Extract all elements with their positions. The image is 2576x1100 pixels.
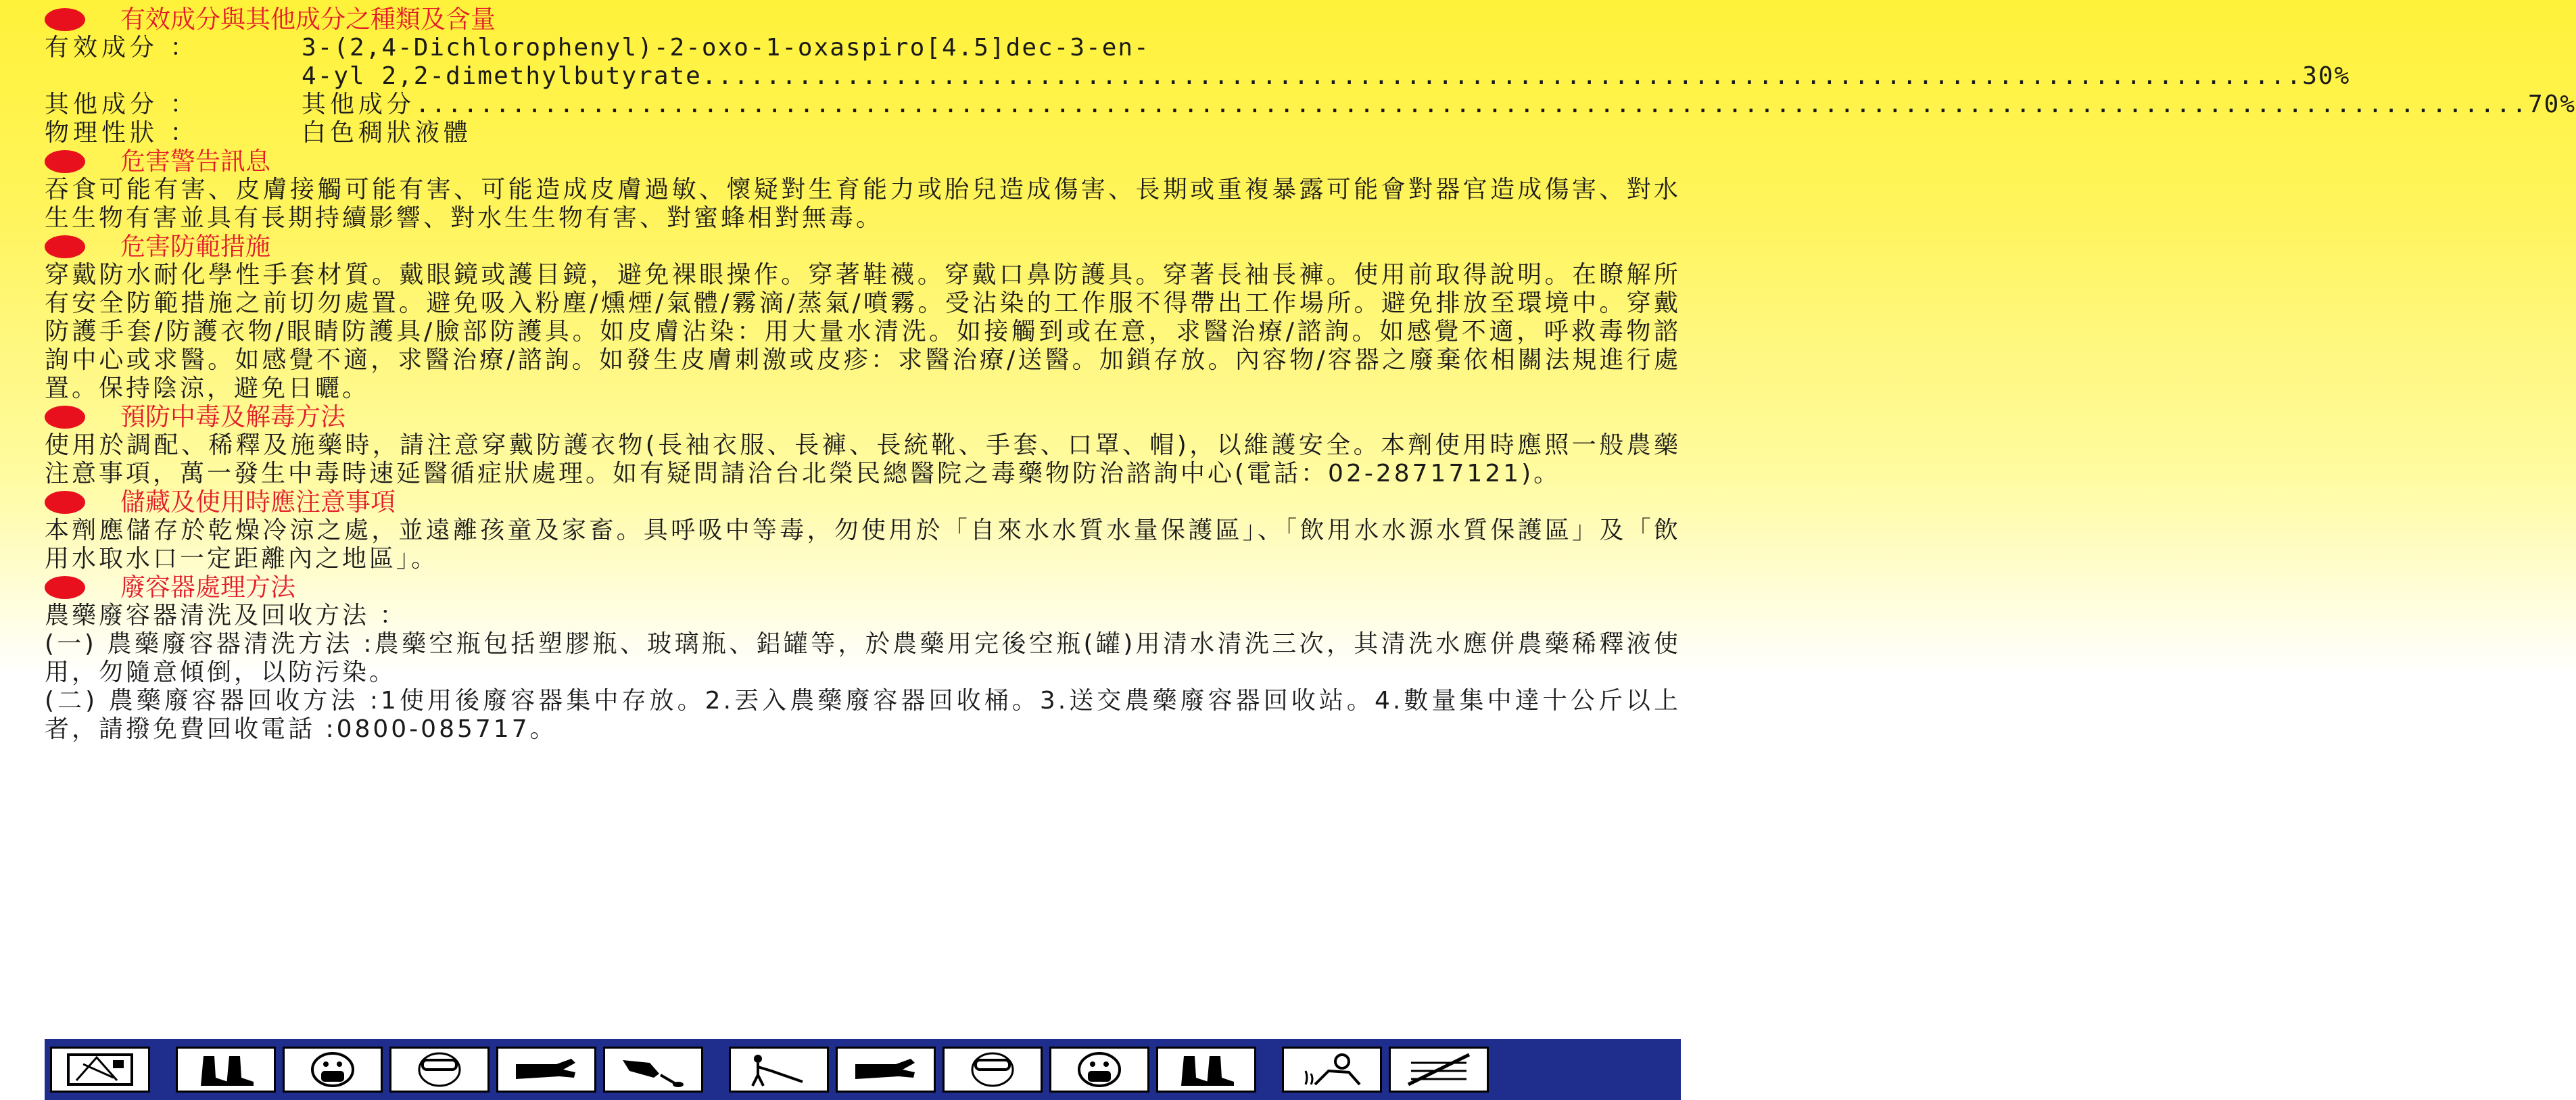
disposal-intro: 農藥廢容器清洗及回收方法 ： [45, 602, 407, 629]
precautions-text: 穿戴防水耐化學性手套材質。戴眼鏡或護目鏡，避免裸眼操作。穿著鞋襪。穿戴口鼻防護具。穿著長袖長褲。使用前取得說明。在瞭解所有安全防範措施之前切勿處置。避免吸入粉塵/燻煙/氣體/霧滴/蒸氣/噴霧。受沾染的工作服不得帶出工作場所。避免排放至環境中。穿戴防護手套/防護衣物/眼睛防護具/臉部防護具。如皮膚沾染：用大量水清洗。如接觸到或在意，求醫治療/諮詢。如感覺不適，呼救毒物諮詢中心或求醫。如感覺不適，求醫治療/諮詢。如發生皮膚刺激或皮疹：求醫治療/送醫。加鎖存放。內容物/容器之廢棄依相關法規進行處置。保持陰涼，避免日曬。 [45, 261, 1681, 402]
physical-state-row: 物理性狀 ： 白色稠狀液體 [45, 119, 473, 147]
other-ingredient-percent: 70% [2527, 91, 2576, 118]
gloves-icon [836, 1047, 936, 1093]
mask-icon [1049, 1047, 1149, 1093]
physical-state-value: 白色稠狀液體 [302, 119, 473, 147]
fish-hazard-icon [1389, 1047, 1489, 1093]
poison-prevention-text: 使用於調配、稀釋及施藥時，請注意穿戴防護衣物(長袖衣服、長褲、長統靴、手套、口罩、帽)，以維護安全。本劑使用時應照一般農藥注意事項，萬一發生中毒時速延醫循症狀處理。如有疑問請洽台北榮民總醫院之毒藥物防治諮詢中心(電話：02-28717121)。 [45, 431, 1681, 487]
other-ingredient-name: 其他成分 [302, 91, 416, 118]
dot-leader: .................................................................................................................................... [415, 91, 2528, 118]
boots-icon [176, 1047, 276, 1093]
disposal-cleaning-method: (一) 農藥廢容器清洗方法 :農藥空瓶包括塑膠瓶、玻璃瓶、鋁罐等，於農藥用完後空瓶(罐)用清水清洗三次，其清洗水應併農藥稀釋液使用，勿隨意傾倒，以防污染。 [45, 630, 1681, 686]
section-heading-ingredients: 有效成分與其他成分之種類及含量 [45, 5, 1681, 34]
mixing-hand-icon [603, 1047, 703, 1093]
section-heading-precautions: 危害防範措施 [45, 233, 1681, 261]
goggles-icon [943, 1047, 1043, 1093]
red-bullet-icon [45, 150, 85, 173]
disposal-recycling-method: (二) 農藥廢容器回收方法 :1使用後廢容器集中存放。2.丟入農藥廢容器回收桶。3.送交農藥廢容器回收站。4.數量集中達十公斤以上者，請撥免費回收電話 :0800-085717。 [45, 687, 1681, 743]
wash-icon [1282, 1047, 1382, 1093]
red-bullet-icon [45, 491, 85, 514]
section-heading-storage: 儲藏及使用時應注意事項 [45, 488, 1681, 517]
gloves-icon [496, 1047, 596, 1093]
red-bullet-icon [45, 8, 85, 31]
storage-text: 本劑應儲存於乾燥冷涼之處，並遠離孩童及家畜。具呼吸中等毒，勿使用於「自來水水質水量保護區」、「飲用水水源水質保護區」及「飲用水取水口一定距離內之地區」。 [45, 517, 1681, 573]
hazard-warning-text: 吞食可能有害、皮膚接觸可能有害、可能造成皮膚過敏、懷疑對生育能力或胎兒造成傷害、長期或重複暴露可能會對器官造成傷害、對水生生物有害並具有長期持續影響、對水生生物有害、對蜜蜂相對無毒。 [45, 176, 1681, 232]
active-ingredient-name-cont: 4-yl 2,2-dimethylbutyrate [302, 62, 702, 90]
red-bullet-icon [45, 406, 85, 429]
mask-icon [283, 1047, 383, 1093]
active-ingredient-percent: 30% [2302, 62, 2351, 90]
section-heading-hazard-warning: 危害警告訊息 [45, 147, 1681, 176]
section-heading-disposal: 廢容器處理方法 [45, 573, 1681, 602]
section-heading-poison-prevention: 預防中毒及解毒方法 [45, 403, 1681, 431]
pictogram-bar [45, 1039, 1681, 1100]
spraying-person-icon [729, 1047, 829, 1093]
active-ingredient-row-2 [45, 62, 2351, 91]
red-bullet-icon [45, 576, 85, 599]
goggles-icon [389, 1047, 490, 1093]
locked-storage-icon [50, 1047, 150, 1093]
pesticide-label [45, 5, 2576, 744]
other-ingredient-row: 其他成分 ： 其他成分 .................................................................................................................................... 70% [45, 91, 2576, 118]
dot-leader: .................................................................................................... [701, 62, 2303, 90]
boots-icon [1156, 1047, 1256, 1093]
red-bullet-icon [45, 235, 85, 258]
active-ingredient-row: 有效成分 ： 3-(2,4-Dichlorophenyl)-2-oxo-1-oxaspiro[4.5]dec-3-en- [45, 34, 1150, 62]
active-ingredient-name: 3-(2,4-Dichlorophenyl)-2-oxo-1-oxaspiro[4.5]dec-3-en- [302, 34, 1150, 62]
